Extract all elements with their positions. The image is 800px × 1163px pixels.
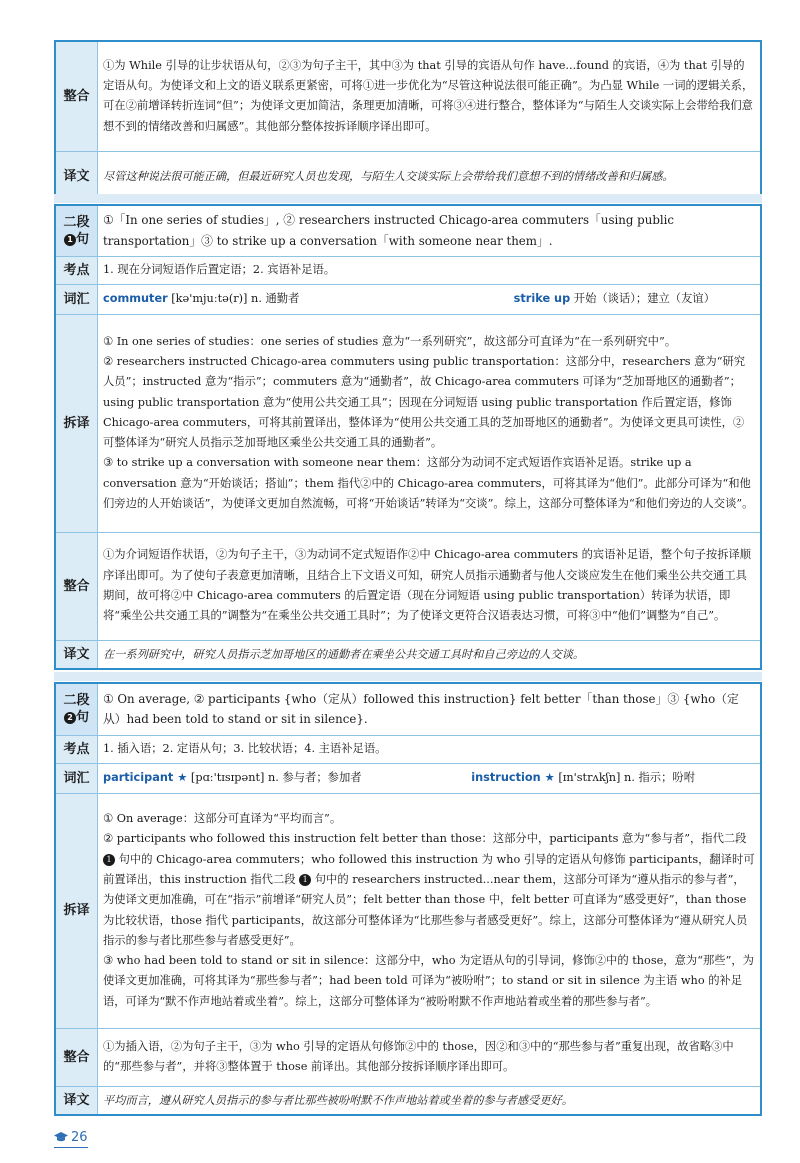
analysis-table-1: [54, 40, 762, 203]
analysis-table-2: [54, 204, 762, 670]
sentence-ref-badge: 1: [103, 854, 115, 866]
sentence-number-badge: 1: [64, 234, 76, 246]
label-yiwen: 译文: [55, 1086, 98, 1115]
page-footer: [54, 1130, 94, 1145]
vocab-entry: [103, 289, 299, 309]
label-chaiyi: 拆译: [55, 793, 98, 1028]
yiwen-text: 平均而言，遵从研究人员指示的参与者比那些被吩咐默不作声地站着或坐着的参与者感受更好。: [98, 1086, 762, 1115]
vocab-word: instruction ★: [471, 770, 555, 784]
label-erduan: 二段: [63, 214, 90, 230]
label-yiwen: 译文: [55, 151, 98, 202]
zhenghe-text: ①为介词短语作状语，②为句子主干，③为动词不定式短语作②中 Chicago-area commuters 的宾语补足语，整个句子按拆译顺序译出即可。为了使句子表意更加清晰，且结合上下文语义可知，研究人员指示通勤者与他人交谈应发生在他们乘坐公共交通工具期间，故可将②中 Chicago-area commuters 的后置定语（现在分词短语 using public transportation）转译为状语，即将“乘坐公共交通工具的”调整为“在乘坐公共交通工具时”；为了使译文更符合汉语表达习惯，可将③中“他们”调整为“自己”。: [98, 532, 762, 640]
chaiyi-part-2: ② participants who followed this instruction felt better than those：这部分中，participants 意为“参与者”，指代二段 1 句中的 Chicago-area commuters；who followed this instruction 为 who 引导的定语从句修饰 participants，翻译时可前置译出，this instruction 指代二段 1 句中的 researchers instructed...near them，这部分可译为“遵从指示的参与者”，为使译文更加准确，可在“指示”前增译“研究人员”；felt better than those 中，felt better 可直译为“感受更好”，than those 为比较状语，those 指代 participants，故这部分可整体译为“比那些参与者感受更好”。综上，这部分可整体译为“遵从研究人员指示的参与者比那些参与者感受更好”。: [103, 832, 755, 947]
yiwen-text: 尽管这种说法很可能正确，但最近研究人员也发现，与陌生人交谈实际上会带给我们意想不到的情绪改善和归属感。: [98, 151, 762, 202]
vocab-def: [pɑː'tɪsɪpənt] n. 参与者；参加者: [187, 770, 362, 784]
vocab-def: [ɪn'strʌkʃn] n. 指示；吩咐: [554, 770, 695, 784]
vocab-row: [98, 284, 762, 314]
label-ju: 句: [75, 231, 89, 247]
chaiyi-part-2: ② researchers instructed Chicago-area commuters using public transportation：这部分中，researchers 意为“研究人员”；instructed 意为“指示”；commuters 意为“通勤者”，故 Chicago-area commuters 可译为“芝加哥地区的通勤者”；using public transportation 意为“使用公共交通工具”；因现在分词短语 using public transportation 作后置定语，修饰 Chicago-area commuters，可将其前置译出，整体译为“使用公共交通工具的芝加哥地区的通勤者”。为使译文更具可读性，②可整体译为“研究人员指示芝加哥地区乘坐公共交通工具的通勤者”。: [103, 354, 746, 450]
label-ju: 句: [75, 710, 89, 726]
sentence-text: ① On average, ② participants {who（定从）followed this instruction} felt better「than those」③ {who（定从）had been told to stand or sit in silence}.: [98, 683, 762, 735]
analysis-table-3: [54, 682, 762, 1116]
label-sentence: [55, 683, 98, 735]
block-separator: [54, 194, 762, 203]
chaiyi-text: [98, 793, 762, 1028]
kaodian-text: 1. 现在分词短语作后置定语；2. 宾语补足语。: [98, 256, 762, 284]
vocab-word: strike up: [513, 291, 571, 305]
label-sentence: [55, 205, 98, 256]
label-kaodian: 考点: [55, 256, 98, 284]
label-zhenghe: 整合: [55, 1028, 98, 1086]
chaiyi-part-1: ① In one series of studies：one series of studies 意为“一系列研究”，故这部分可直译为“在一系列研究中”。: [103, 334, 677, 348]
sentence-number-badge: 2: [64, 712, 76, 724]
vocab-word: participant ★: [103, 770, 188, 784]
zhenghe-text: ①为 While 引导的让步状语从句，②③为句子主干，其中③为 that 引导的宾语从句作 have...found 的宾语，④为 that 引导的定语从句。为使译文和上文的语义联系更紧密，可将①进一步优化为“尽管这种说法很可能正确”。为凸显 While 一词的逻辑关系，可在②前增译转折连词“但”；为使译文更加简洁，条理更加清晰，可将③④进行整合，整体译为“与陌生人交谈实际上会带给我们意想不到的情绪改善和归属感”。其他部分整体按拆译顺序译出即可。: [98, 41, 762, 151]
label-zhenghe: 整合: [55, 532, 98, 640]
label-chaiyi: 拆译: [55, 314, 98, 532]
vocab-entry: [103, 768, 362, 788]
chaiyi-part-3: ③ who had been told to stand or sit in silence：这部分中，who 为定语从句的引导词，修饰②中的 those，意为“那些”，为使译文更加准确，可将其译为“那些参与者”；had been told 可译为“被吩咐”；to stand or sit in silence 为主语 who 的补足语，可译为“默不作声地站着或坐着”。综上，这部分可整体译为“被吩咐默不作声地站着或坐着的那些参与者”。: [103, 954, 754, 1008]
vocab-row: [98, 763, 762, 793]
page-number: 26: [71, 1130, 88, 1145]
kaodian-text: 1. 插入语；2. 定语从句；3. 比较状语；4. 主语补足语。: [98, 735, 762, 763]
zhenghe-text: ①为插入语，②为句子主干，③为 who 引导的定语从句修饰②中的 those，因②和③中的“那些参与者”重复出现，故省略③中的“那些参与者”，并将③整体置于 those 前译出。其他部分按拆译顺序译出即可。: [98, 1028, 762, 1086]
chaiyi-part-1: ① On average：这部分可直译为“平均而言”。: [103, 812, 342, 826]
label-zhenghe: 整合: [55, 41, 98, 151]
label-yiwen: 译文: [55, 640, 98, 669]
vocab-def: 开始（谈话）；建立（友谊）: [570, 291, 715, 305]
sentence-text: ①「In one series of studies」, ② researchers instructed Chicago-area commuters「using public transportation」③ to strike up a conversation「with someone near them」.: [98, 205, 762, 256]
chaiyi-part-3: ③ to strike up a conversation with someone near them：这部分为动词不定式短语作宾语补足语。strike up a conversation 意为“开始谈话；搭讪”；them 指代②中的 Chicago-area commuters，可将其译为“他们”。此部分可译为“和他们旁边的人开始谈话”，为使译文更加自然流畅，可将“开始谈话”转译为“交谈”。综上，这部分可整体译为“和他们旁边的人交谈”。: [103, 456, 754, 511]
block-separator: [54, 672, 762, 681]
label-kaodian: 考点: [55, 735, 98, 763]
vocab-entry: [514, 289, 715, 309]
sentence-ref-badge: 1: [299, 874, 311, 886]
vocab-def: [kə'mjuːtə(r)] n. 通勤者: [167, 291, 300, 305]
yiwen-text: 在一系列研究中，研究人员指示芝加哥地区的通勤者在乘坐公共交通工具时和自己旁边的人交谈。: [98, 640, 762, 669]
label-cihui: 词汇: [55, 284, 98, 314]
label-cihui: 词汇: [55, 763, 98, 793]
vocab-entry: [471, 768, 695, 788]
vocab-word: commuter: [103, 291, 168, 305]
label-erduan: 二段: [63, 693, 90, 709]
chaiyi-text: [98, 314, 762, 532]
graduation-cap-icon: [54, 1132, 68, 1143]
